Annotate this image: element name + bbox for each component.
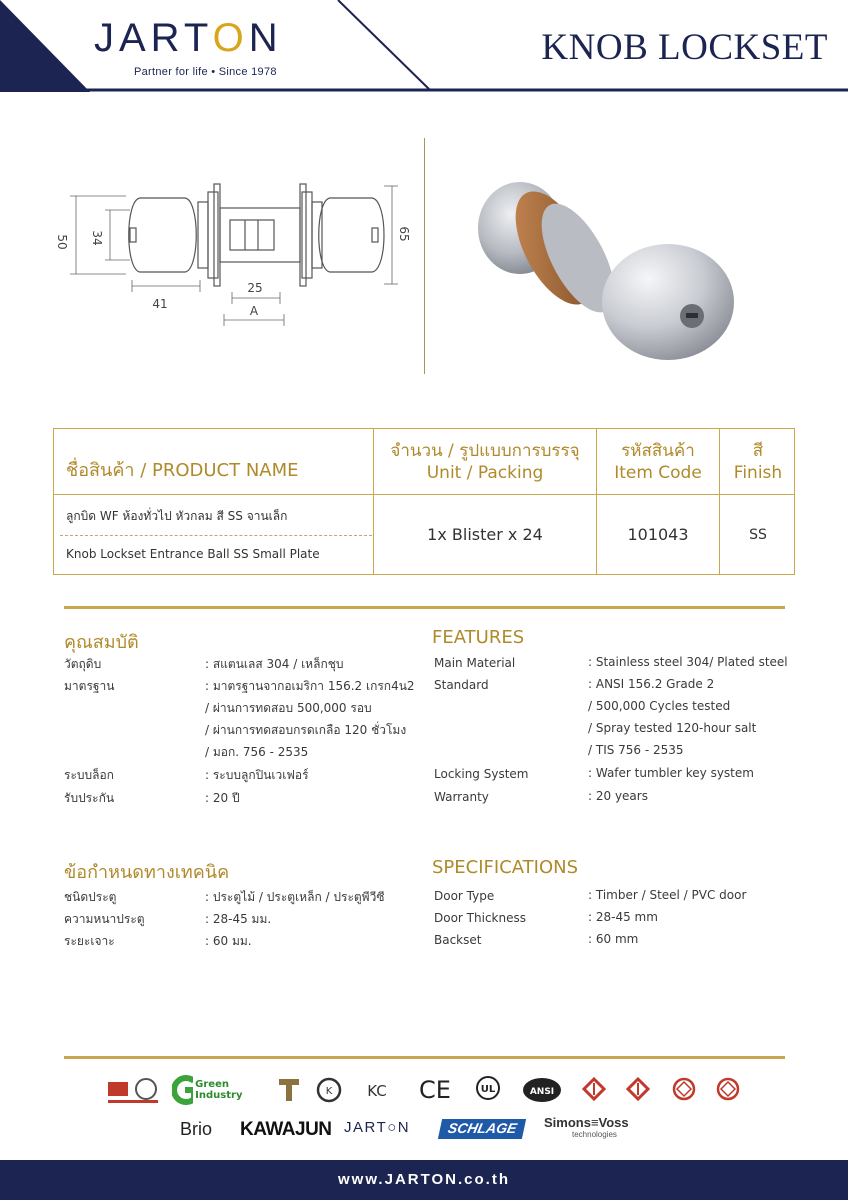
ul-listed-icon	[470, 1072, 510, 1108]
simonsvoss-logo: Simons≡Voss	[544, 1115, 629, 1130]
svg-text:K: K	[325, 1086, 333, 1097]
specs-title-en: SPECIFICATIONS	[432, 857, 579, 878]
brio-logo: Brio	[180, 1119, 213, 1139]
spec-label: ความหนาประตู	[64, 912, 145, 926]
korean-standard-icon	[314, 1072, 344, 1108]
iso-cert-icon	[108, 1072, 158, 1108]
row-divider	[60, 535, 372, 536]
finish-value: SS	[749, 527, 767, 543]
header-unit-en: Unit / Packing	[426, 463, 544, 483]
feature-value: : Stainless steel 304/ Plated steel	[588, 655, 788, 669]
header-unit-th: จำนวน / รูปแบบการบรรจุ	[390, 441, 580, 461]
ce-mark-icon	[416, 1072, 454, 1108]
spec-value: : ประตูไม้ / ประตูเหล็ก / ประตูพีวีซี	[205, 890, 385, 904]
product-table	[53, 428, 795, 575]
simonsvoss-sub: technologies	[572, 1130, 617, 1139]
feature-value: : ระบบลูกปินเวเฟอร์	[205, 768, 309, 782]
tis-mark-icon	[670, 1072, 698, 1108]
feature-label: Locking System	[434, 767, 529, 781]
feature-value: / 500,000 Cycles tested	[588, 699, 731, 713]
feature-value: : 20 years	[588, 789, 648, 803]
tis-mark-icon	[580, 1072, 608, 1108]
dim-41: 41	[152, 297, 168, 311]
brand-logo: JARTON	[94, 16, 283, 60]
specs-title-th: ข้อกำหนดทางเทคนิค	[64, 862, 230, 883]
feature-value: : ANSI 156.2 Grade 2	[588, 677, 715, 691]
product-name-en: Knob Lockset Entrance Ball SS Small Plate	[66, 547, 320, 561]
drawing-divider	[424, 138, 425, 374]
brand-logos	[100, 1115, 760, 1145]
product-photo	[478, 179, 734, 360]
header-code-en: Item Code	[614, 463, 702, 483]
dim-34: 34	[90, 230, 104, 246]
feature-label: มาตรฐาน	[64, 679, 115, 693]
packing-value: 1x Blister x 24	[427, 525, 543, 544]
feature-value: : สแตนเลส 304 / เหล็กชุบ	[205, 657, 344, 671]
feature-label: รับประกัน	[64, 791, 115, 805]
svg-text:UL: UL	[480, 1084, 496, 1095]
header-finish-th: สี	[752, 441, 764, 461]
spec-value: : 60 mm	[588, 932, 639, 946]
tis-mark-icon	[624, 1072, 652, 1108]
spec-label: Backset	[434, 933, 482, 947]
header-product-name: ชื่อสินค้า / PRODUCT NAME	[66, 460, 299, 481]
page-footer	[0, 1160, 848, 1200]
page-header	[0, 0, 848, 92]
tis-mark-icon	[714, 1072, 742, 1108]
feature-value: / ผ่านการทดสอบ 500,000 รอบ	[205, 701, 372, 715]
thailand-trust-icon	[274, 1072, 304, 1108]
feature-value: : 20 ปี	[205, 791, 240, 805]
feature-value: / ผ่านการทดสอบกรดเกลือ 120 ชั่วโมง	[205, 723, 407, 737]
feature-value: / มอก. 756 - 2535	[205, 745, 309, 759]
header-finish-en: Finish	[733, 463, 783, 483]
jarton-logo: JART○N	[344, 1119, 411, 1136]
kc-cert-icon	[362, 1072, 392, 1108]
feature-value: : มาตรฐานจากอเมริกา 156.2 เกรก4น2	[205, 679, 415, 693]
feature-label: Main Material	[434, 656, 516, 670]
feature-value: / Spray tested 120-hour salt	[588, 721, 757, 735]
spec-label: ชนิดประตู	[64, 890, 117, 904]
feature-value: / TIS 756 - 2535	[588, 743, 684, 757]
brand-tagline: Partner for life • Since 1978	[134, 66, 277, 78]
website-link[interactable]: www.JARTON.co.th	[337, 1171, 510, 1188]
spec-value: : Timber / Steel / PVC door	[588, 888, 747, 902]
spec-value: : 60 มม.	[205, 934, 252, 948]
ansi-icon	[520, 1072, 564, 1108]
kawajun-logo: KAWAJUN	[240, 1119, 332, 1140]
product-name-th: ลูกบิด WF ห้องทั่วไป หัวกลม สี SS จานเล็ก	[66, 509, 288, 523]
features-title-en: FEATURES	[432, 627, 525, 648]
feature-value: : Wafer tumbler key system	[588, 766, 754, 780]
dim-50: 50	[55, 234, 69, 250]
feature-label: Standard	[434, 678, 489, 692]
svg-text:KC: KC	[367, 1082, 387, 1100]
dim-25: 25	[247, 281, 263, 295]
features-title-th: คุณสมบัติ	[64, 632, 139, 653]
feature-label: Warranty	[434, 790, 489, 804]
ce-mark-text: CE	[419, 1076, 451, 1104]
dim-65: 65	[397, 226, 411, 242]
svg-text:ANSI: ANSI	[529, 1087, 555, 1097]
spec-label: ระยะเจาะ	[64, 934, 115, 948]
feature-label: วัตถุดิบ	[64, 657, 102, 671]
gold-rule-top	[64, 606, 785, 609]
certification-logos	[100, 1072, 760, 1108]
gold-rule-bottom	[64, 1056, 785, 1059]
spec-label: Door Thickness	[434, 911, 526, 925]
spec-value: : 28-45 มม.	[205, 912, 272, 926]
schlage-logo: SCHLAGE	[438, 1119, 527, 1139]
dim-A: A	[249, 304, 259, 318]
green-industry-icon	[172, 1072, 264, 1108]
header-code-th: รหัสสินค้า	[621, 441, 695, 461]
feature-label: ระบบล็อก	[64, 768, 114, 782]
green-industry-text: Green Industry	[195, 1079, 243, 1101]
item-code-value: 101043	[627, 525, 689, 544]
document-title: KNOB LOCKSET	[541, 27, 828, 68]
spec-value: : 28-45 mm	[588, 910, 658, 924]
spec-label: Door Type	[434, 889, 495, 903]
